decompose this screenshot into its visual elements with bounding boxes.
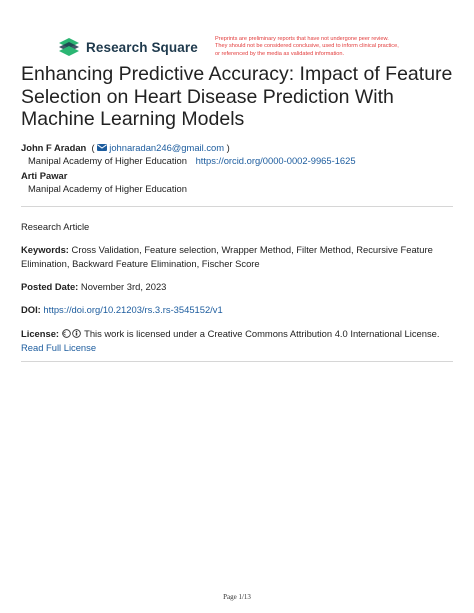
author-1-affiliation <box>28 155 356 167</box>
license-label: License: <box>21 328 60 339</box>
envelope-icon <box>97 144 107 151</box>
doi-label: DOI: <box>21 304 41 315</box>
posted-date-label: Posted Date: <box>21 281 79 292</box>
posted-date <box>21 280 453 294</box>
author-2 <box>21 170 67 182</box>
preprint-notice-line: They should not be considered conclusive, used to inform clinical practice, <box>215 43 399 50</box>
author-1 <box>21 142 230 154</box>
attribution-icon <box>72 329 81 338</box>
preprint-notice-line: or referenced by the media as validated information. <box>215 50 345 57</box>
preprint-notice <box>215 36 450 58</box>
license <box>21 327 453 355</box>
keywords-label: Keywords: <box>21 244 69 255</box>
article-type-text: Research Article <box>21 221 90 232</box>
author-name: John F Aradan <box>21 142 87 153</box>
license-text: This work is licensed under a Creative Commons Attribution 4.0 International License. <box>84 328 440 339</box>
email-open-paren: ( <box>88 142 95 153</box>
logo-text: Research Square <box>86 39 198 55</box>
affiliation-text: Manipal Academy of Higher Education <box>28 183 187 194</box>
author-name: Arti Pawar <box>21 170 68 181</box>
doi-link[interactable]: https://doi.org/10.21203/rs.3.rs-3545152/v1 <box>43 304 223 315</box>
author-2-affiliation <box>28 183 187 195</box>
read-full-license-link[interactable]: Read Full License <box>21 342 97 353</box>
divider <box>21 361 453 362</box>
orcid-link[interactable]: https://orcid.org/0000-0002-9965-1625 <box>195 155 356 166</box>
article-type <box>21 220 453 234</box>
posted-date-value: November 3rd, 2023 <box>80 281 167 292</box>
keywords <box>21 243 453 271</box>
email-close-paren: ) <box>226 142 230 153</box>
author-email: johnaradan246@gmail.com <box>109 142 225 153</box>
doi <box>21 303 453 317</box>
research-square-logo[interactable] <box>57 37 198 57</box>
author-email-link[interactable] <box>97 142 226 153</box>
keywords-text: Cross Validation, Feature selection, Wrapper Method, Filter Method, Recursive Feature Elimination, Backward Feature Elimination, Fischer Score <box>21 244 433 269</box>
paper-title: Enhancing Predictive Accuracy: Impact of Feature Selection on Heart Disease Prediction With Machine Learning Models <box>21 63 453 130</box>
affiliation-text: Manipal Academy of Higher Education <box>28 155 187 166</box>
preprint-notice-line: Preprints are preliminary reports that have not undergone peer review. <box>215 36 389 42</box>
page-number: Page 1/13 <box>223 593 251 601</box>
research-square-logo-icon <box>57 37 81 57</box>
creative-commons-icon <box>62 329 71 338</box>
divider <box>21 206 453 207</box>
